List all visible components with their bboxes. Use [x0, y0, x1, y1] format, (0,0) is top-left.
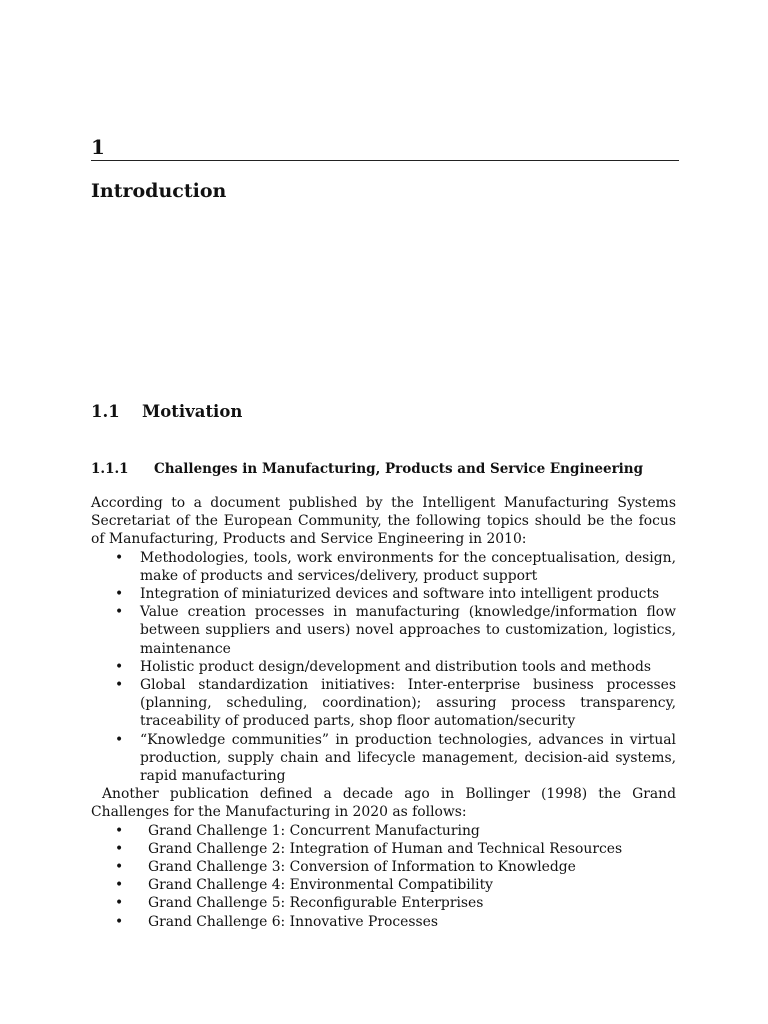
bullet-icon: •	[115, 822, 124, 839]
list-item-text: Methodologies, tools, work environments for the conceptualisation, design, make of products and services/delivery, product support	[140, 549, 676, 584]
list-item-text: Grand Challenge 6: Innovative Processes	[148, 913, 438, 930]
list-item-text: “Knowledge communities” in production technologies, advances in virtual production, supply chain and lifecycle management, decision-aid systems, rapid manufacturing	[140, 731, 676, 785]
list-item	[91, 876, 676, 894]
list-item-text: Grand Challenge 3: Conversion of Information to Knowledge	[148, 859, 576, 876]
topics-list	[91, 549, 676, 786]
bullet-icon: •	[115, 859, 124, 876]
list-item	[91, 603, 676, 658]
section-number: 1.1	[91, 402, 120, 421]
section-title: Motivation	[142, 402, 243, 421]
list-item	[91, 731, 676, 786]
list-item-text: Grand Challenge 1: Concurrent Manufacturing	[148, 822, 480, 839]
bullet-icon: •	[115, 895, 124, 912]
subsection-title: Challenges in Manufacturing, Products and Service Engineering	[154, 461, 644, 477]
section-heading	[91, 401, 242, 423]
list-item-text: Grand Challenge 2: Integration of Human and Technical Resources	[148, 840, 623, 857]
list-item	[91, 549, 676, 585]
list-item-text: Value creation processes in manufacturing (knowledge/information flow between suppliers and users) novel approaches to customization, logistics, maintenance	[140, 604, 676, 657]
bullet-icon: •	[115, 549, 124, 566]
bullet-icon: •	[115, 658, 124, 675]
grand-challenges-list	[91, 822, 676, 931]
chapter-number: 1	[91, 135, 105, 159]
bullet-icon: •	[115, 877, 124, 894]
bullet-icon: •	[115, 731, 124, 748]
bullet-icon: •	[115, 840, 124, 857]
list-item	[91, 585, 676, 603]
list-item	[91, 913, 676, 931]
list-item	[91, 858, 676, 876]
body-text	[91, 494, 676, 931]
list-item-text: Grand Challenge 5: Reconfigurable Enterprises	[148, 895, 484, 912]
second-paragraph: Another publication defined a decade ago in Bollinger (1998) the Grand Challenges for the Manufacturing in 2020 as follows:	[91, 786, 676, 821]
list-item	[91, 840, 676, 858]
list-item	[91, 894, 676, 912]
chapter-rule	[91, 160, 679, 161]
list-item	[91, 676, 676, 731]
list-item	[91, 822, 676, 840]
list-item-text: Integration of miniaturized devices and software into intelligent products	[140, 586, 660, 603]
list-item-text: Grand Challenge 4: Environmental Compatibility	[148, 877, 494, 894]
bullet-icon: •	[115, 913, 124, 930]
bullet-icon: •	[115, 586, 124, 603]
chapter-title: Introduction	[91, 180, 227, 202]
list-item-text: Holistic product design/development and distribution tools and methods	[140, 658, 652, 675]
subsection-heading	[91, 460, 643, 478]
bullet-icon: •	[115, 604, 124, 621]
subsection-number: 1.1.1	[91, 461, 129, 477]
list-item-text: Global standardization initiatives: Inter-enterprise business processes (planning, scheduling, coordination); assuring process transparency, traceability of produced parts, shop floor automation/security	[140, 677, 676, 730]
list-item	[91, 658, 676, 676]
bullet-icon: •	[115, 677, 124, 694]
intro-paragraph: According to a document published by the Intelligent Manufacturing Systems Secretariat of the European Community, the following topics should be the focus of Manufacturing, Products and Service Engineering in 2010:	[91, 495, 676, 548]
